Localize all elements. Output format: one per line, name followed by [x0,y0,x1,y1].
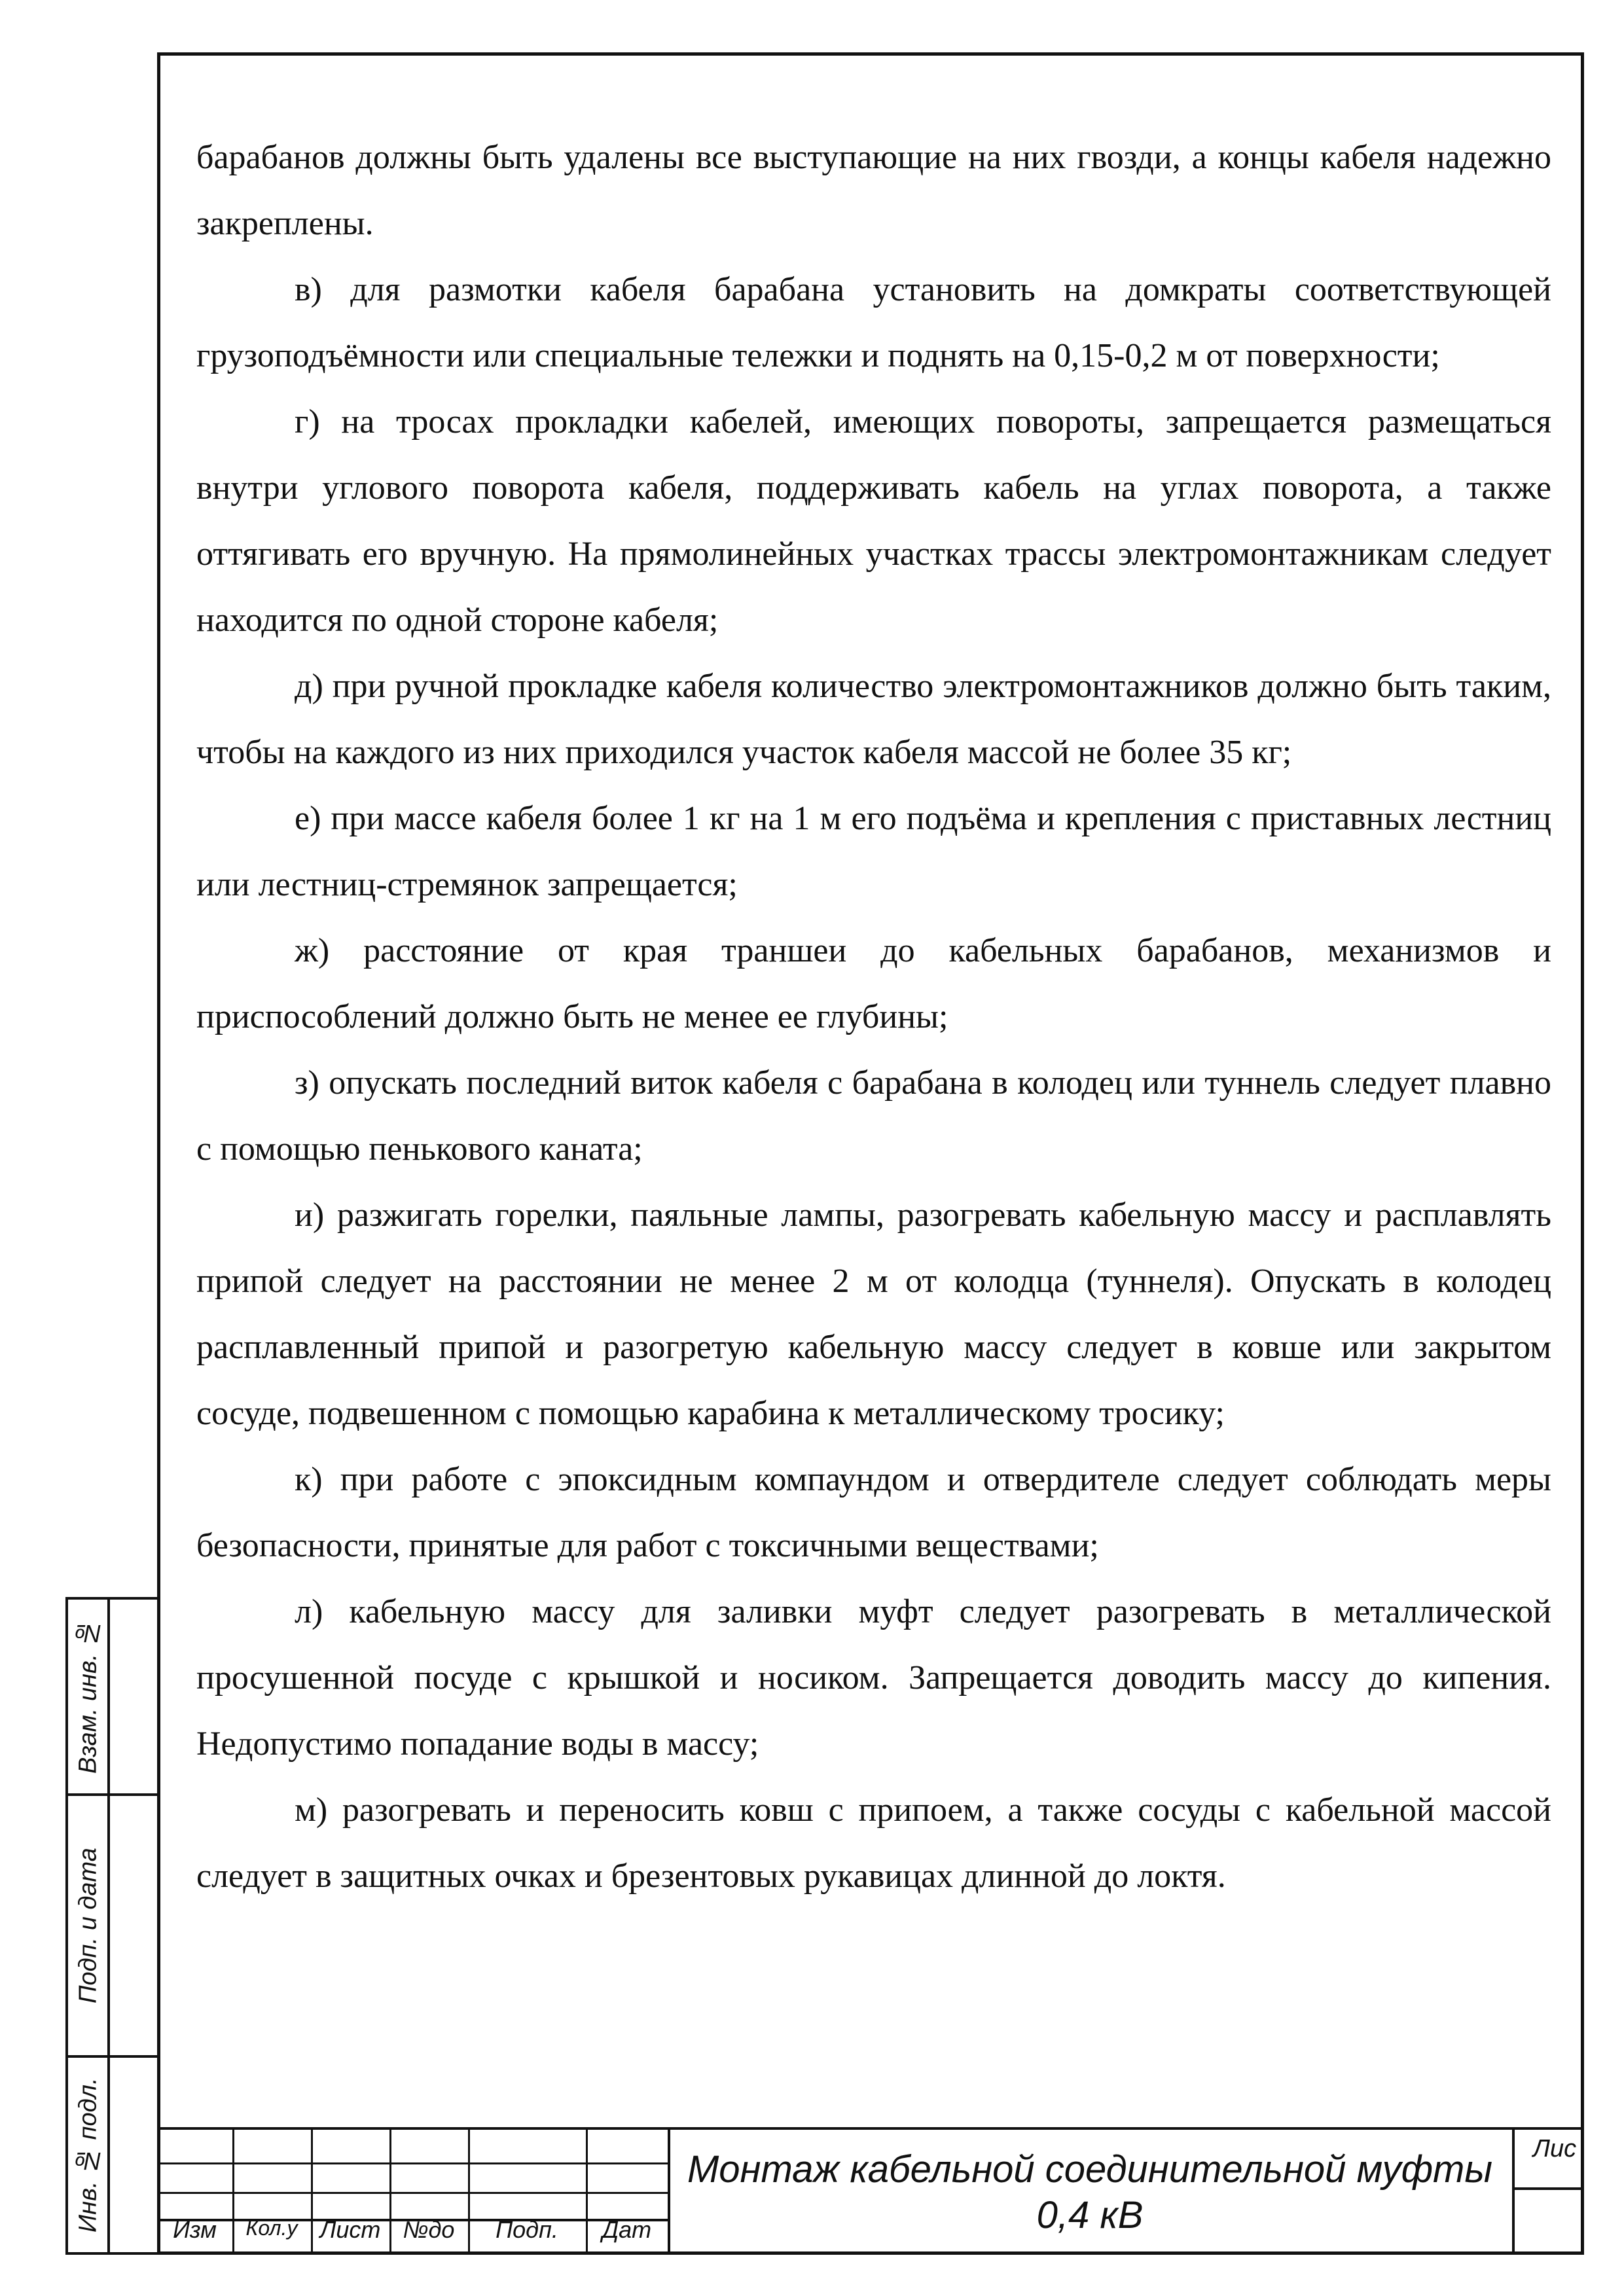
paragraph-3: д) при ручной прокладке кабеля количество электромонтажников должно быть таким, чтобы на каждого из них приходился участок кабеля массой не более 35 кг; [196,668,1551,771]
document-body [196,124,1551,1909]
paragraph-7: и) разжигать горелки, паяльные лампы, разогревать кабельную массу и расплавлять припой следует на расстоянии не менее 2 м от колодца (туннеля). Опускать в колодец расплавленный припой и разогретую кабельную массу следует в ковше или закрытом сосуде, подвешенном с помощью карабина к металлическому тросику; [196,1196,1551,1432]
paragraph-8: к) при работе с эпоксидным компаундом и отвердителе следует соблюдать меры безопасности, принятые для работ с токсичными веществами; [196,1461,1551,1564]
sheet-label: Лис [1532,2135,1577,2162]
paragraph-2: г) на тросах прокладки кабелей, имеющих повороты, запрещается размещаться внутри углового поворота кабеля, поддерживать кабель на углах поворота, а также оттягивать его вручную. На прямолинейных участках трассы электромонтажникам следует находится по одной стороне кабеля; [196,403,1551,639]
column-data: Дат [602,2216,652,2243]
paragraph-6: з) опускать последний виток кабеля с барабана в колодец или туннель следует плавно с помощью пенькового каната; [196,1064,1551,1168]
side-label-vzam: Взам. инв. № [74,1619,102,1774]
paragraph-9: л) кабельную массу для заливки муфт следует разогревать в металлической просушенной посуде с крышкой и носиком. Запрещается доводить массу до кипения. Недопустимо попадание воды в массу; [196,1593,1551,1763]
paragraph-10: м) разогревать и переносить ковш с припоем, а также сосуды с кабельной массой следует в защитных очках и брезентовых рукавицах длинной до локтя. [196,1791,1551,1895]
paragraph-0: барабанов должны быть удалены все выступающие на них гвозди, а концы кабеля надежно закреплены. [196,139,1551,242]
column-ndoc: №до [403,2216,455,2243]
column-list: Лист [319,2216,381,2243]
side-cell-vzam [68,1600,157,1796]
paragraph-1: в) для размотки кабеля барабана установить на домкраты соответствующей грузоподъёмности или специальные тележки и поднять на 0,15-0,2 м от поверхности; [196,271,1551,374]
side-stamp-table [65,1597,157,2255]
paragraph-4: е) при массе кабеля более 1 кг на 1 м его подъёма и крепления с приставных лестниц или лестниц-стремянок запрещается; [196,800,1551,903]
document-title-line1: Монтаж кабельной соединительной муфты [687,2148,1493,2191]
side-label-inv: Инв. № подл. [74,2077,102,2233]
column-izm: Изм [173,2216,217,2243]
document-title-line2: 0,4 кВ [1036,2194,1144,2236]
side-cell-inv [68,2058,157,2255]
column-podp: Подп. [496,2216,558,2243]
paragraph-5: ж) расстояние от края траншеи до кабельных барабанов, механизмов и приспособлений должно быть не менее ее глубины; [196,932,1551,1035]
column-kol: Кол.у [245,2216,298,2240]
side-label-podp: Подп. и дата [74,1848,102,2003]
document-title [668,2134,1512,2251]
side-cell-podp [68,1796,157,2058]
